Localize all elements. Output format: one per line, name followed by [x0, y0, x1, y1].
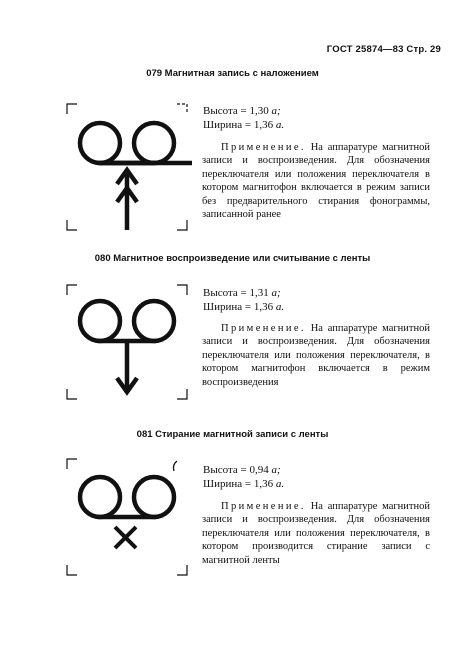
section-title-080: 080 Магнитное воспроизведение или считывание с ленты [94, 253, 371, 264]
erase-symbol-icon [62, 455, 192, 585]
description-080: Применение. На аппаратуре магнитной записи и воспроизведения. Для обозначения переключателя или положения переключателя, в котором магнитофон включается в режим воспроизведения [202, 323, 430, 388]
width-dimension-079: Ширина = 1,36 a. [203, 119, 285, 131]
width-dimension-080: Ширина = 1,36 a. [203, 301, 285, 313]
page-header: ГОСТ 25874—83 Стр. 29 [326, 44, 441, 55]
height-dimension-080: Высота = 1,31 a; [203, 287, 281, 299]
playback-symbol-icon [62, 281, 192, 406]
section-title-081: 081 Стирание магнитной записи с ленты [136, 429, 329, 440]
lead-word-081: Применение. [221, 501, 306, 512]
overlay-record-symbol-icon [62, 100, 192, 235]
description-079: Применение. На аппаратуре магнитной записи и воспроизведения. Для обозначения переключателя или положения переключателя в котором магнитофон включается в режим записи без предварительного стирания фонограммы, записанной ранее [202, 142, 430, 221]
height-dimension-081: Высота = 0,94 a; [203, 464, 281, 476]
width-dimension-081: Ширина = 1,36 a. [203, 478, 285, 490]
lead-word-079: Применение. [221, 142, 306, 153]
height-dimension-079: Высота = 1,30 a; [203, 105, 281, 117]
lead-word-080: Применение. [221, 323, 306, 334]
description-081: Применение. На аппаратуре магнитной записи и воспроизведения. Для обозначения переключателя или положения переключателя, в котором производится стирание записи с магнитной ленты [202, 501, 430, 566]
section-title-079: 079 Магнитная запись с наложением [146, 68, 319, 79]
